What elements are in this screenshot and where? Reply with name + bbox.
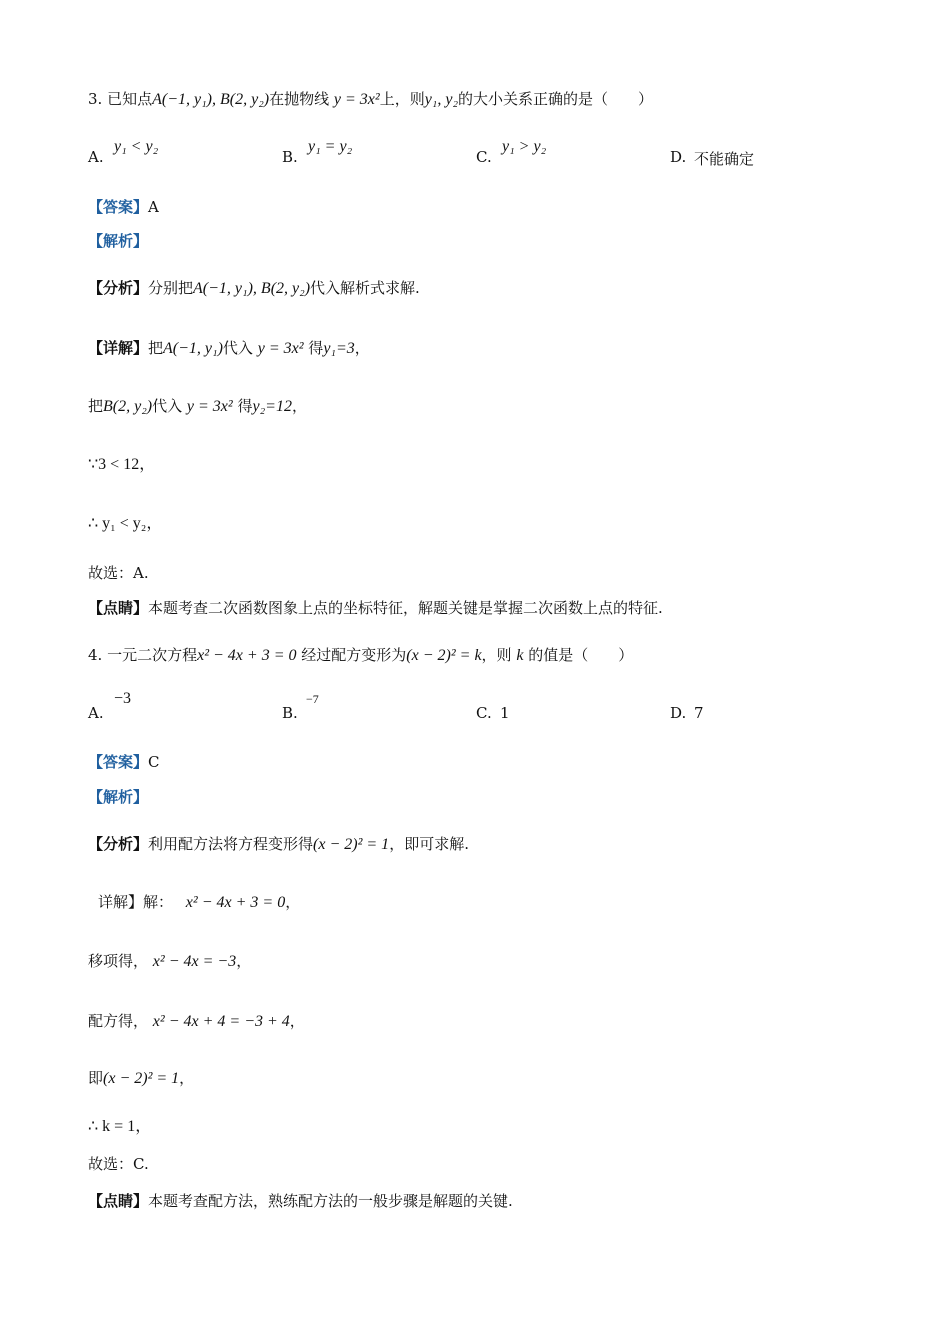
q3-because: ∵3 < 12， (88, 456, 156, 473)
q3-option-c-label: C. (476, 148, 492, 166)
q4-choose: 故选：C. (88, 1155, 149, 1173)
q3-fenxi: 【分析】分别把A(−1, y₁), B(2, y₂)代入解析式求解. (88, 279, 420, 297)
q4-fenxi: 【分析】利用配方法将方程变形得(x − 2)² = 1，即可求解. (88, 835, 469, 853)
q4-comment: 【点睛】本题考查配方法，熟练配方法的一般步骤是解题的关键. (88, 1192, 513, 1210)
q3-detail-1: 【详解】把A(−1, y₁)代入 y = 3x² 得y₁=3， (88, 339, 370, 357)
q3-detail-2: 把B(2, y₂)代入 y = 3x² 得y₂=12， (88, 397, 307, 415)
q4-option-b-label: B. (282, 704, 298, 722)
q3-option-d-label: D. (670, 148, 687, 166)
q4-option-d-label: D. (670, 704, 687, 722)
q4-option-a-value: −3 (114, 690, 132, 707)
q3-option-c-value: y₁ > y₂ (502, 138, 547, 155)
q4-detail-step4: 即(x − 2)² = 1， (88, 1069, 195, 1087)
q3-therefore: ∴ y₁ < y₂， (88, 515, 163, 532)
q4-detail-step1: 详解】解： x² − 4x + 3 = 0， (98, 893, 301, 911)
q3-option-a-label: A. (88, 148, 104, 166)
q4-option-c-label: C. (476, 704, 492, 722)
q3-analysis-heading: 【解析】 (88, 232, 149, 250)
q3-option-b-value: y₁ = y₂ (308, 138, 353, 155)
q4-option-c-value: 1 (500, 704, 510, 722)
q3-answer: 【答案】A (88, 198, 159, 216)
q4-analysis-heading: 【解析】 (88, 788, 149, 806)
q3-comment: 【点睛】本题考查二次函数图象上点的坐标特征，解题关键是掌握二次函数上点的特征. (88, 599, 663, 617)
q3-option-d-value: 不能确定 (694, 150, 755, 168)
q3-option-b-label: B. (282, 148, 298, 166)
q4-equation: x² − 4x + 3 = 0 (197, 647, 297, 664)
q4-stem: 4. 一元二次方程x² − 4x + 3 = 0 经过配方变形为(x − 2)² = k，则 k 的值是（ ） (88, 646, 634, 664)
q4-number: 4. (88, 646, 103, 664)
q3-choose: 故选：A. (88, 564, 149, 582)
q4-detail-step3: 配方得， x² − 4x + 4 = −3 + 4， (88, 1012, 305, 1030)
q3-option-a-value: y₁ < y₂ (114, 138, 159, 155)
q4-answer: 【答案】C (88, 753, 160, 771)
q4-option-b-value: −7 (306, 692, 319, 706)
q4-detail-step5: ∴ k = 1， (88, 1118, 152, 1135)
q3-stem: 3. 已知点A(−1, y₁), B(2, y₂)在抛物线 y = 3x²上，则y₁, y₂的大小关系正确的是（ ） (88, 90, 654, 108)
q3-point-b: B(2, y₂) (220, 91, 270, 108)
q3-parabola: y = 3x² (333, 91, 380, 108)
q4-detail-step2: 移项得， x² − 4x = −3， (88, 952, 252, 970)
q4-form: (x − 2)² = k (406, 647, 482, 664)
q3-number: 3. (88, 90, 103, 108)
q4-option-a-label: A. (88, 704, 104, 722)
q4-option-d-value: 7 (694, 704, 704, 722)
q3-point-a: A(−1, y₁) (152, 91, 212, 108)
